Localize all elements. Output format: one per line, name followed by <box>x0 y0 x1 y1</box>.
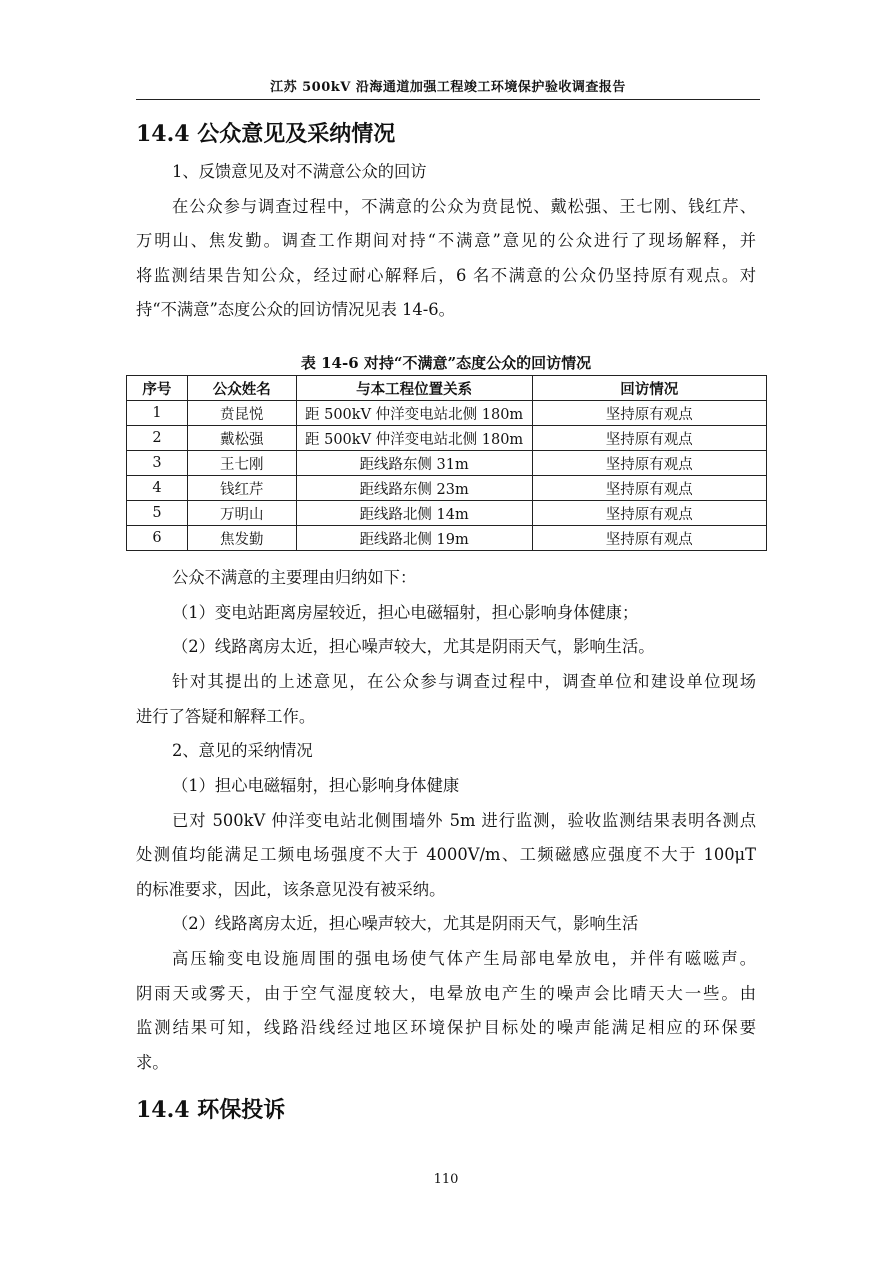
column-header: 序号 <box>127 376 188 401</box>
table-cell: 1 <box>127 401 188 426</box>
header-rule <box>136 99 760 100</box>
table-cell: 焦发勤 <box>187 526 296 551</box>
column-header: 与本工程位置关系 <box>296 376 532 401</box>
item-title: （2）线路离房太近，担心噪声较大，尤其是阴雨天气，影响生活 <box>172 914 639 933</box>
column-header: 公众姓名 <box>187 376 296 401</box>
table-cell: 坚持原有观点 <box>532 476 766 501</box>
table-row <box>127 476 767 501</box>
table-cell: 坚持原有观点 <box>532 426 766 451</box>
table-cell: 戴松强 <box>187 426 296 451</box>
table-cell: 距线路东侧 31m <box>296 451 532 476</box>
reason-item: （1）变电站距离房屋较近，担心电磁辐射，担心影响身体健康； <box>172 603 639 622</box>
paragraph-line: 的标准要求，因此，该条意见没有被采纳。 <box>136 880 446 899</box>
page-number: 110 <box>433 1172 459 1187</box>
section-title-public-opinion: 14.4 公众意见及采纳情况 <box>136 121 396 147</box>
paragraph-line: 进行了答疑和解释工作。 <box>136 707 316 726</box>
paragraph-line: 已对 500kV 仲洋变电站北侧围墙外 5m 进行监测，验收监测结果表明各测点 <box>172 811 756 830</box>
table-cell: 王七刚 <box>187 451 296 476</box>
table-cell: 坚持原有观点 <box>532 451 766 476</box>
table-cell: 距 500kV 仲洋变电站北侧 180m <box>296 401 532 426</box>
reasons-intro: 公众不满意的主要理由归纳如下： <box>172 568 417 587</box>
table-cell: 5 <box>127 501 188 526</box>
paragraph-line: 监测结果可知，线路沿线经过地区环境保护目标处的噪声能满足相应的环保要 <box>136 1018 756 1037</box>
reason-item: （2）线路离房太近，担心噪声较大，尤其是阴雨天气，影响生活。 <box>172 637 655 656</box>
subheading-feedback: 1、反馈意见及对不满意公众的回访 <box>172 162 427 181</box>
paragraph-line: 持“不满意”态度公众的回访情况见表 14-6。 <box>136 300 455 319</box>
paragraph-line: 万明山、焦发勤。调查工作期间对持“不满意”意见的公众进行了现场解释，并 <box>136 231 756 250</box>
table-cell: 3 <box>127 451 188 476</box>
table-cell: 距线路北侧 19m <box>296 526 532 551</box>
table-cell: 距 500kV 仲洋变电站北侧 180m <box>296 426 532 451</box>
table-cell: 坚持原有观点 <box>532 501 766 526</box>
table-row <box>127 526 767 551</box>
table-row <box>127 451 767 476</box>
table-caption: 表 14-6 对持“不满意”态度公众的回访情况 <box>300 354 592 372</box>
paragraph-line: 阴雨天或雾天，由于空气湿度较大，电晕放电产生的噪声会比晴天大一些。由 <box>136 984 756 1003</box>
table-row <box>127 501 767 526</box>
paragraph-line: 针对其提出的上述意见，在公众参与调查过程中，调查单位和建设单位现场 <box>172 672 756 691</box>
table-row <box>127 426 767 451</box>
paragraph-line: 在公众参与调查过程中，不满意的公众为贲昆悦、戴松强、王七刚、钱红芹、 <box>172 197 756 216</box>
item-title: （1）担心电磁辐射，担心影响身体健康 <box>172 776 460 795</box>
table-header-row <box>127 376 767 401</box>
table-cell: 距线路北侧 14m <box>296 501 532 526</box>
table-cell: 坚持原有观点 <box>532 526 766 551</box>
section-title-complaints: 14.4 环保投诉 <box>136 1097 286 1123</box>
table-cell: 坚持原有观点 <box>532 401 766 426</box>
table-cell: 6 <box>127 526 188 551</box>
table-cell: 万明山 <box>187 501 296 526</box>
table-cell: 贲昆悦 <box>187 401 296 426</box>
table-cell: 钱红芹 <box>187 476 296 501</box>
table-cell: 距线路东侧 23m <box>296 476 532 501</box>
running-header: 江苏 500kV 沿海通道加强工程竣工环境保护验收调查报告 <box>270 80 626 95</box>
table-cell: 2 <box>127 426 188 451</box>
revisit-table <box>126 375 767 551</box>
paragraph-line: 求。 <box>136 1053 169 1072</box>
table-row <box>127 401 767 426</box>
paragraph-line: 将监测结果告知公众，经过耐心解释后，6 名不满意的公众仍坚持原有观点。对 <box>136 266 756 285</box>
paragraph-line: 高压输变电设施周围的强电场使气体产生局部电晕放电，并伴有嗞嗞声。 <box>172 949 756 968</box>
table-cell: 4 <box>127 476 188 501</box>
subheading-adoption: 2、意见的采纳情况 <box>172 741 313 760</box>
column-header: 回访情况 <box>532 376 766 401</box>
paragraph-line: 处测值均能满足工频电场强度不大于 4000V/m、工频磁感应强度不大于 100μT <box>136 845 756 864</box>
